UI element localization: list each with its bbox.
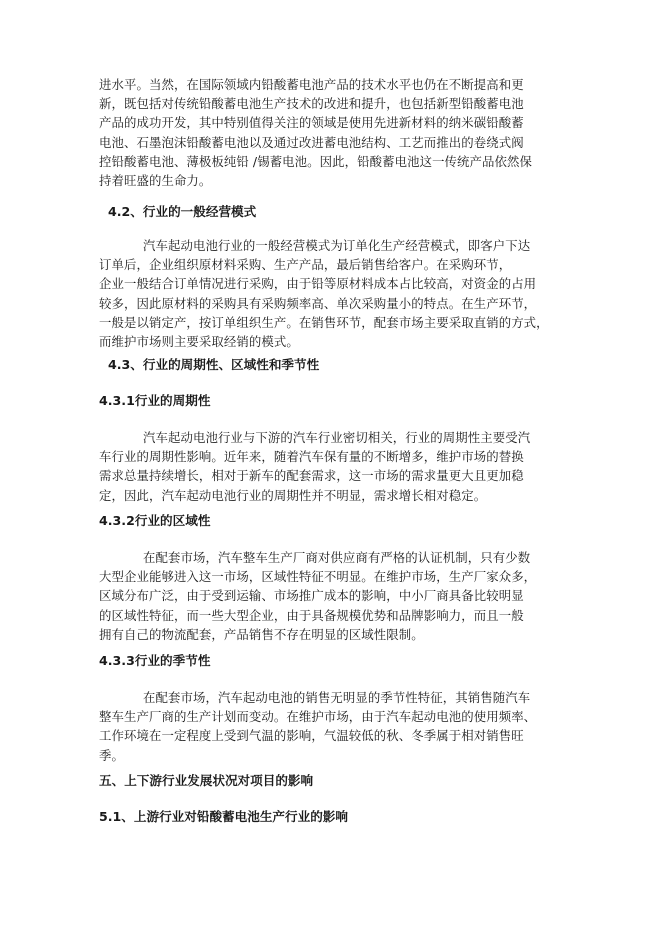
text-line: 持着旺盛的生命力。: [99, 173, 212, 189]
text-line: 一般是以销定产，按订单组织生产。在销售环节，配套市场主要采取直销的方式，: [99, 314, 549, 330]
text-line: 整车生产厂商的生产计划而变动。在维护市场，由于汽车起动电池的使用频率、: [99, 709, 537, 725]
text-line: 进水平。当然，在国际领域内铅酸蓄电池产品的技术水平也仍在不断提高和更: [99, 77, 524, 92]
heading-4-3-2: 4.3.2行业的区域性: [99, 513, 211, 528]
paragraph-4-3-3: [99, 688, 555, 765]
text-line: 汽车起动电池行业与下游的汽车行业密切相关，行业的周期性主要受汽: [143, 430, 531, 445]
text-line: 定，因此，汽车起动电池行业的周期性并不明显，需求增长相对稳定。: [99, 487, 487, 503]
text-line: 在配套市场，汽车起动电池的销售无明显的季节性特征，其销售随汽车: [143, 690, 531, 705]
text-line: 需求总量持续增长，相对于新车的配套需求，这一市场的需求量更大且更加稳: [99, 468, 524, 484]
text-line: 工作环境在一定程度上受到气温的影响，气温较低的秋、冬季属于相对销售旺: [99, 728, 524, 744]
paragraph-intro: [99, 75, 555, 190]
text-line: 而维护市场则主要采取经销的模式。: [99, 334, 299, 350]
text-line: 车行业的周期性影响。近年来，随着汽车保有量的不断增多，维护市场的替换: [99, 449, 524, 465]
text-line: 在配套市场，汽车整车生产厂商对供应商有严格的认证机制，只有少数: [143, 550, 531, 565]
heading-5: 五、上下游行业发展状况对项目的影响: [99, 773, 314, 788]
heading-4-3-1: 4.3.1行业的周期性: [99, 393, 211, 408]
heading-5-1: 5.1、上游行业对铅酸蓄电池生产行业的影响: [99, 809, 348, 824]
heading-4-2: 4.2、行业的一般经营模式: [108, 204, 257, 219]
text-line: 控铅酸蓄电池、薄极板纯铅 /锡蓄电池。因此，铅酸蓄电池这一传统产品依然保: [99, 153, 532, 169]
text-line: 的区域性特征，而一些大型企业，由于具备规模优势和品牌影响力，而且一般: [99, 607, 524, 623]
text-line: 大型企业能够进入这一市场，区域性特征不明显。在维护市场，生产厂家众多，: [99, 569, 537, 585]
text-line: 区域分布广泛，由于受到运输、市场推广成本的影响，中小厂商具备比较明显: [99, 588, 524, 604]
text-line: 拥有自己的物流配套，产品销售不存在明显的区域性限制。: [99, 626, 424, 642]
text-line: 订单后，企业组织原材料采购、生产产品，最后销售给客户。在采购环节，: [99, 257, 512, 273]
paragraph-4-3-1: [99, 428, 555, 505]
text-line: 汽车起动电池行业的一般经营模式为订单化生产经营模式，即客户下达: [143, 238, 531, 253]
heading-4-3: 4.3、行业的周期性、区域性和季节性: [108, 357, 320, 372]
text-line: 较多，因此原材料的采购具有采购频率高、单次采购量小的特点。在生产环节，: [99, 295, 537, 311]
paragraph-4-3-2: [99, 548, 555, 644]
text-line: 企业一般结合订单情况进行采购，由于铅等原材料成本占比较高，对资金的占用: [99, 276, 537, 292]
text-line: 产品的成功开发，其中特别值得关注的领域是使用先进新材料的纳米碳铅酸蓄: [99, 115, 524, 131]
text-line: 季。: [99, 747, 124, 763]
text-line: 电池、石墨泡沫铅酸蓄电池以及通过改进蓄电池结构、工艺而推出的卷绕式阀: [99, 134, 524, 150]
heading-4-3-3: 4.3.3行业的季节性: [99, 653, 211, 668]
paragraph-4-2: [99, 236, 555, 351]
text-line: 新，既包括对传统铅酸蓄电池生产技术的改进和提升，也包括新型铅酸蓄电池: [99, 96, 524, 112]
